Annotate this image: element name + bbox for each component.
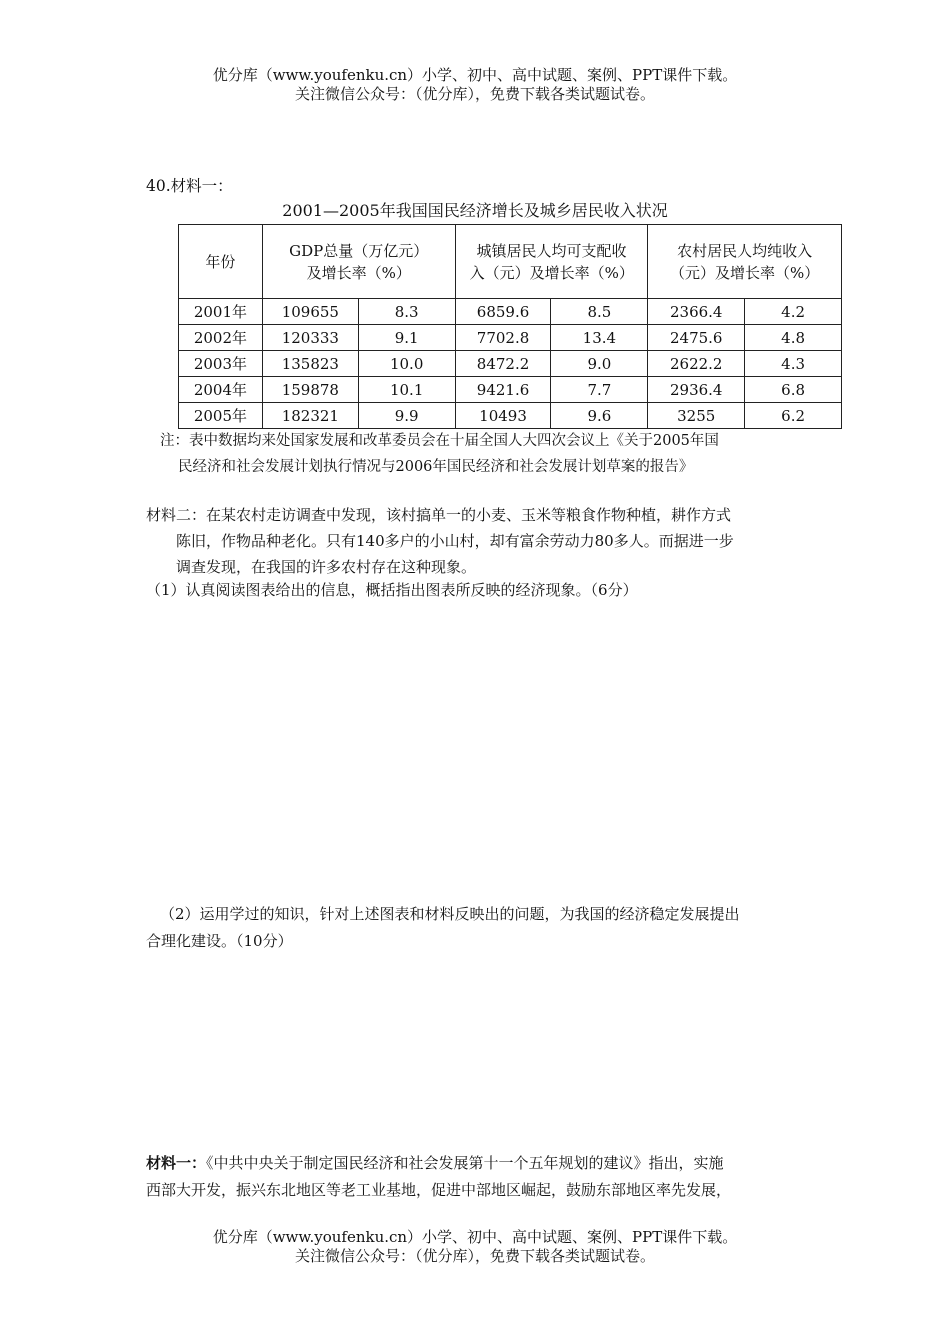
next-material-line-2: 西部大开发，振兴东北地区等老工业基地，促进中部地区崛起，鼓励东部地区率先发展， (146, 1181, 732, 1199)
note-line-1: 注：表中数据均来处国家发展和改革委员会在十届全国人大四次会议上《关于2005年国 (160, 433, 719, 449)
footer-line-1: 优分库（www.youfenku.cn）小学、初中、高中试题、案例、PPT课件下载。 (212, 1228, 738, 1246)
sub-question-2-line-2: 合理化建设。（10分） (146, 932, 293, 950)
table-row (179, 377, 842, 403)
cell-gdp-rate: 9.1 (358, 325, 455, 351)
table-row (179, 299, 842, 325)
table-title: 2001—2005年我国国民经济增长及城乡居民收入状况 (282, 201, 668, 220)
cell-gdp: 159878 (262, 377, 358, 403)
cell-year: 2001年 (179, 299, 263, 325)
cell-rural-rate: 6.2 (745, 403, 842, 429)
next-material-line-1 (146, 1150, 826, 1177)
material-two-line-2: 陈旧，作物品种老化。只有140多户的小山村，却有富余劳动力80多人。而据进一步 (176, 532, 734, 550)
table-note (160, 428, 820, 480)
material-two (146, 502, 826, 580)
next-material-line-1-text: 《中共中央关于制定国民经济和社会发展第十一个五年规划的建议》指出，实施 (206, 1154, 724, 1172)
cell-gdp-rate: 10.1 (358, 377, 455, 403)
table-row (179, 403, 842, 429)
page-header (0, 66, 950, 104)
cell-urban-rate: 13.4 (551, 325, 648, 351)
table-row (179, 325, 842, 351)
cell-rural: 3255 (648, 403, 745, 429)
cell-rural-rate: 4.8 (745, 325, 842, 351)
cell-rural: 2366.4 (648, 299, 745, 325)
page-footer (0, 1228, 950, 1266)
cell-urban: 6859.6 (455, 299, 551, 325)
footer-line-2: 关注微信公众号：（优分库），免费下载各类试题试卷。 (294, 1247, 655, 1265)
cell-gdp-rate: 10.0 (358, 351, 455, 377)
note-line-2: 民经济和社会发展计划执行情况与2006年国民经济和社会发展计划草案的报告》 (178, 459, 694, 475)
cell-gdp: 182321 (262, 403, 358, 429)
cell-urban: 10493 (455, 403, 551, 429)
sub-question-1: （1）认真阅读图表给出的信息，概括指出图表所反映的经济现象。（6分） (146, 581, 638, 599)
cell-urban-rate: 8.5 (551, 299, 648, 325)
header-gdp: GDP总量（万亿元）及增长率（%） (262, 225, 455, 299)
cell-rural: 2622.2 (648, 351, 745, 377)
cell-gdp-rate: 8.3 (358, 299, 455, 325)
header-urban-income: 城镇居民人均可支配收入（元）及增长率（%） (455, 225, 648, 299)
cell-rural: 2936.4 (648, 377, 745, 403)
cell-year: 2004年 (179, 377, 263, 403)
header-line-1: 优分库（www.youfenku.cn）小学、初中、高中试题、案例、PPT课件下载。 (212, 66, 738, 84)
cell-rural-rate: 4.2 (745, 299, 842, 325)
cell-year: 2003年 (179, 351, 263, 377)
material-two-line-3: 调查发现，在我国的许多农村存在这种现象。 (176, 558, 477, 576)
sub-question-2-line-1: （2）运用学过的知识，针对上述图表和材料反映出的问题，为我国的经济稳定发展提出 (160, 905, 740, 923)
cell-urban-rate: 9.6 (551, 403, 648, 429)
cell-urban: 8472.2 (455, 351, 551, 377)
material-two-line-1: 材料二：在某农村走访调查中发现，该村搞单一的小麦、玉米等粮食作物种植，耕作方式 (146, 506, 732, 524)
cell-rural-rate: 6.8 (745, 377, 842, 403)
cell-urban: 9421.6 (455, 377, 551, 403)
next-material-label: 材料一： (146, 1154, 207, 1172)
cell-urban-rate: 7.7 (551, 377, 648, 403)
cell-gdp-rate: 9.9 (358, 403, 455, 429)
cell-urban-rate: 9.0 (551, 351, 648, 377)
cell-rural-rate: 4.3 (745, 351, 842, 377)
table-header-row (179, 225, 842, 299)
sub-question-2 (146, 901, 826, 955)
cell-gdp: 135823 (262, 351, 358, 377)
next-material-one (146, 1150, 826, 1204)
header-rural-income: 农村居民人均纯收入（元）及增长率（%） (648, 225, 842, 299)
cell-urban: 7702.8 (455, 325, 551, 351)
cell-gdp: 120333 (262, 325, 358, 351)
income-table (178, 224, 842, 429)
cell-gdp: 109655 (262, 299, 358, 325)
cell-year: 2005年 (179, 403, 263, 429)
header-year: 年份 (179, 225, 263, 299)
cell-year: 2002年 (179, 325, 263, 351)
question-label: 40.材料一： (146, 177, 233, 195)
header-line-2: 关注微信公众号：（优分库），免费下载各类试题试卷。 (294, 85, 655, 103)
cell-rural: 2475.6 (648, 325, 745, 351)
table-row (179, 351, 842, 377)
